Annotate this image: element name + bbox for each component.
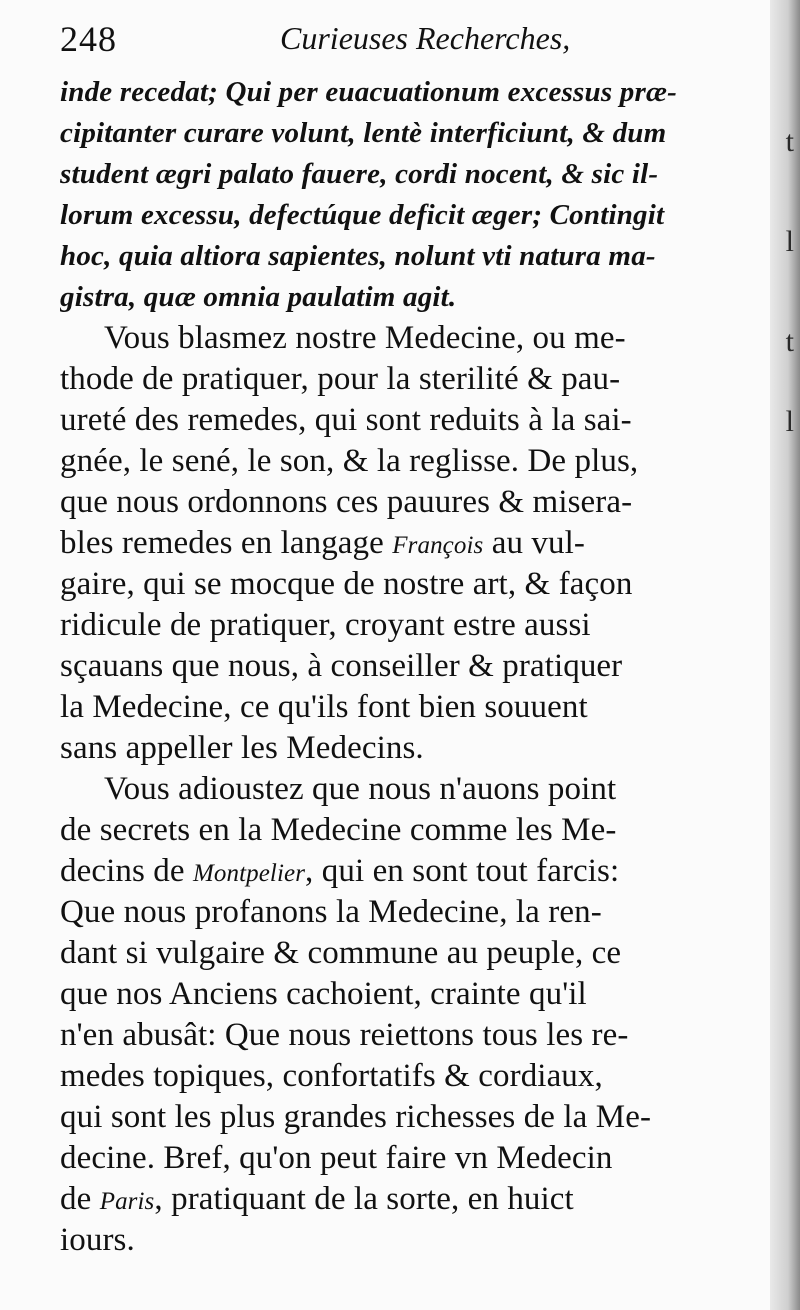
text-line: Vous blasmez nostre Medecine, ou me- bbox=[104, 320, 626, 356]
bleed-through-letter: t bbox=[785, 125, 794, 158]
paragraph bbox=[60, 769, 765, 1261]
text-line bbox=[60, 851, 765, 892]
text-line: gaire, qui se mocque de nostre art, & façon bbox=[60, 566, 633, 602]
bleed-through-letter: t bbox=[785, 325, 794, 358]
text-line: de secrets en la Medecine comme les Me- bbox=[60, 812, 617, 848]
text-line: student ægri palato fauere, cordi nocent, & sic il- bbox=[60, 158, 659, 190]
text-line: gistra, quæ omnia paulatim agit. bbox=[60, 281, 457, 313]
text-line: Vous adioustez que nous n'auons point bbox=[104, 771, 617, 807]
page-header bbox=[60, 18, 740, 68]
text-line: decine. Bref, qu'on peut faire vn Medecin bbox=[60, 1140, 613, 1176]
text-line: ridicule de pratiquer, croyant estre aussi bbox=[60, 607, 591, 643]
text-span: de bbox=[60, 1181, 100, 1217]
text-line: lorum excessu, defectúque deficit æger; Contingit bbox=[60, 199, 665, 231]
text-line bbox=[60, 523, 765, 564]
italic-word: Paris bbox=[99, 1188, 155, 1215]
paragraph bbox=[60, 318, 765, 769]
text-line: ureté des remedes, qui sont reduits à la sai- bbox=[60, 402, 632, 438]
text-line: n'en abusât: Que nous reiettons tous les re- bbox=[60, 1017, 629, 1053]
text-line: iours. bbox=[60, 1222, 135, 1258]
text-line: dant si vulgaire & commune au peuple, ce bbox=[60, 935, 622, 971]
text-line: que nous ordonnons ces pauures & misera- bbox=[60, 484, 633, 520]
text-line: gnée, le sené, le son, & la reglisse. De plus, bbox=[60, 443, 639, 479]
text-span: bles remedes en langage bbox=[60, 525, 393, 561]
page-body bbox=[60, 72, 765, 1261]
italic-word: François bbox=[392, 532, 484, 559]
italic-word: Montpelier bbox=[192, 860, 306, 887]
text-span: , pratiquant de la sorte, en huict bbox=[154, 1181, 574, 1217]
text-line: cipitanter curare volunt, lentè interficiunt, & dum bbox=[60, 117, 667, 149]
text-span: au vul- bbox=[483, 525, 585, 561]
text-line: thode de pratiquer, pour la sterilité & pau- bbox=[60, 361, 621, 397]
text-line: sçauans que nous, à conseiller & pratiquer bbox=[60, 648, 623, 684]
text-line bbox=[60, 1179, 765, 1220]
text-line: sans appeller les Medecins. bbox=[60, 730, 424, 766]
binding-edge bbox=[770, 0, 800, 1310]
text-line: hoc, quia altiora sapientes, nolunt vti natura ma- bbox=[60, 240, 656, 272]
text-line: la Medecine, ce qu'ils font bien souuent bbox=[60, 689, 588, 725]
text-line: qui sont les plus grandes richesses de la Me- bbox=[60, 1099, 652, 1135]
text-line: medes topiques, confortatifs & cordiaux, bbox=[60, 1058, 603, 1094]
running-title: Curieuses Recherches, bbox=[280, 20, 571, 56]
text-line: Que nous profanons la Medecine, la ren- bbox=[60, 894, 602, 930]
latin-quotation bbox=[60, 72, 765, 318]
text-span: decins de bbox=[60, 853, 193, 889]
text-span: , qui en sont tout farcis: bbox=[305, 853, 620, 889]
text-line: que nos Anciens cachoient, crainte qu'il bbox=[60, 976, 587, 1012]
page-number: 248 bbox=[60, 19, 117, 59]
bleed-through-letter: l bbox=[785, 405, 794, 438]
text-line: inde recedat; Qui per euacuationum excessus præ- bbox=[60, 76, 677, 108]
bleed-through-letter: l bbox=[785, 225, 794, 258]
